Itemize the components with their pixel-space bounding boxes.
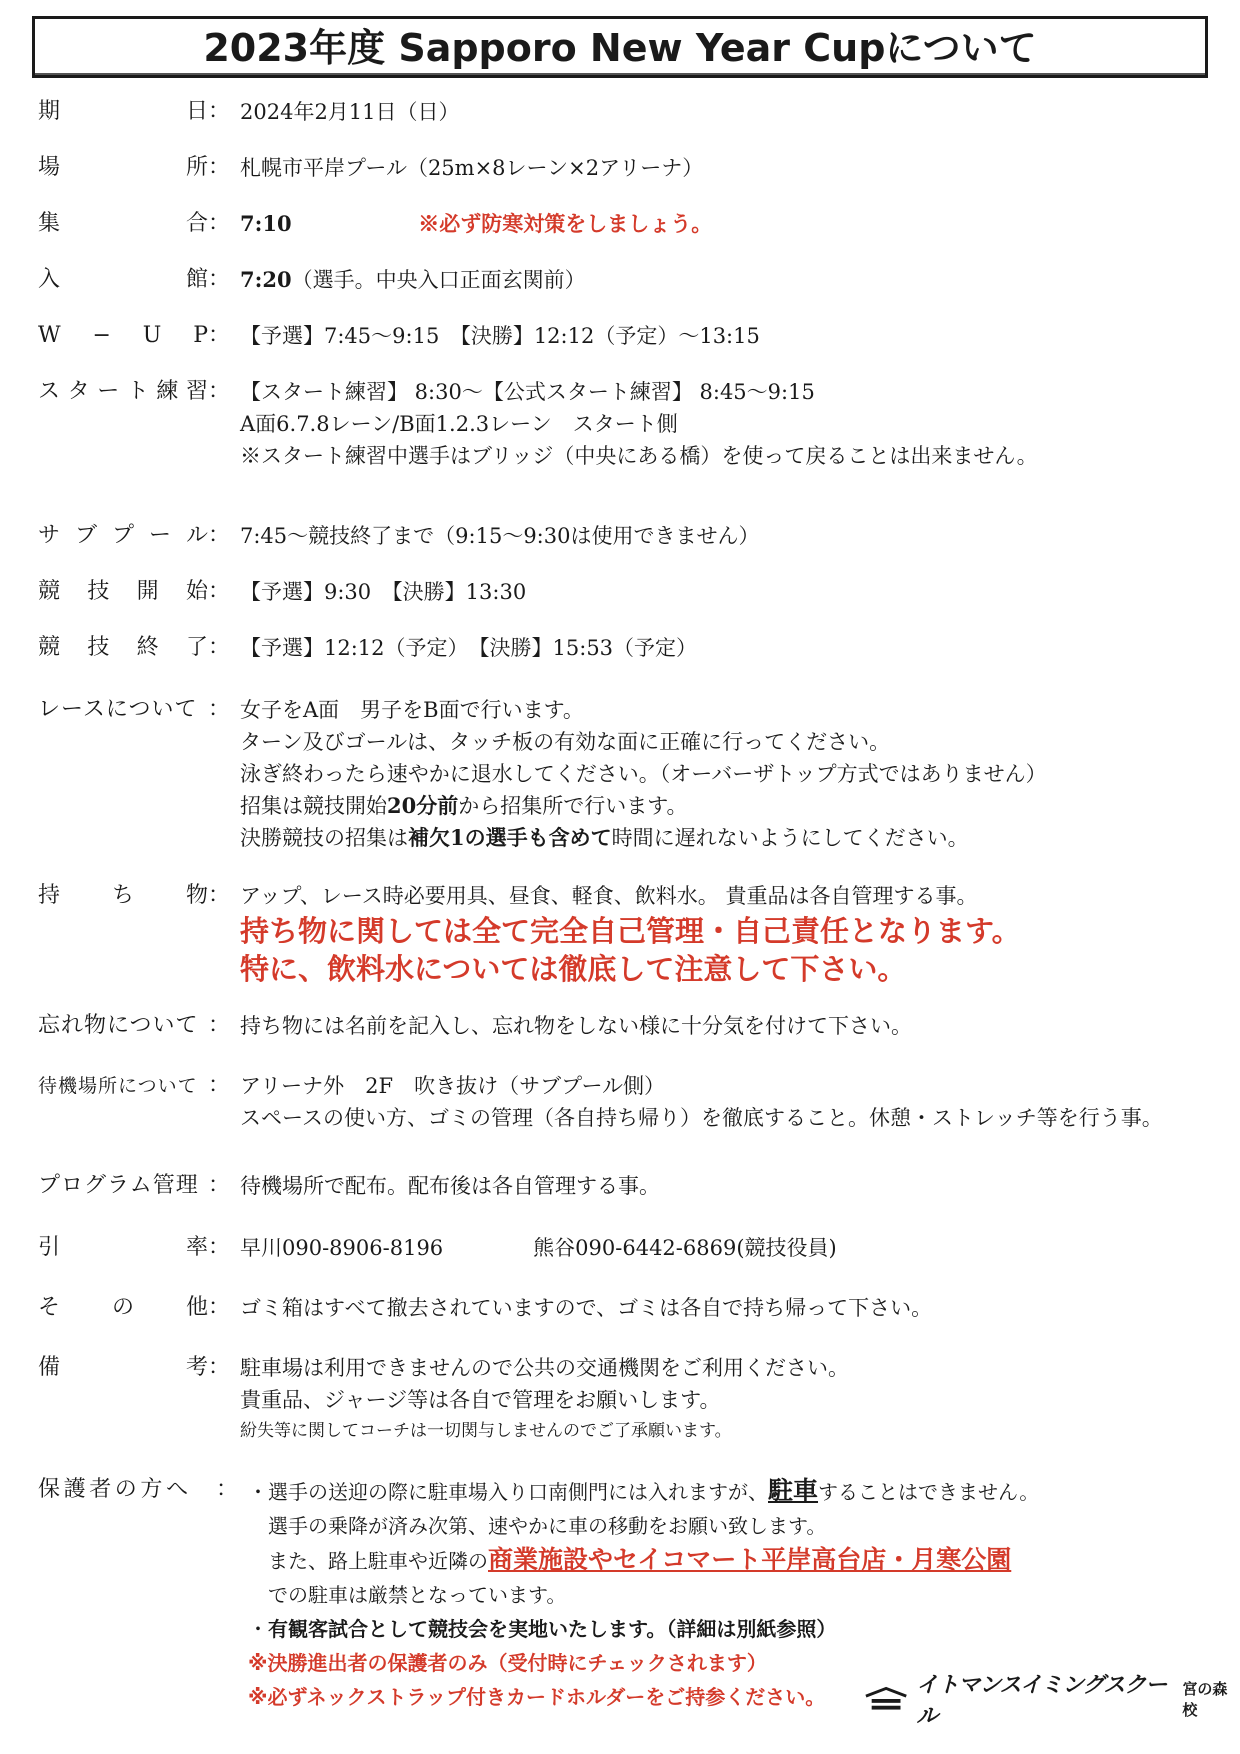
- label-race-start: 競 技 開 始: [38, 579, 208, 604]
- start-practice-lanes: A面6.7.8レーン/B面1.2.3レーン スタート側: [240, 412, 678, 436]
- label-belongings: 持 ち 物: [38, 883, 208, 908]
- label-date: 期 日: [38, 99, 208, 124]
- label-other: そ の 他: [38, 1295, 208, 1320]
- lost-items-value: 持ち物には名前を記入し、忘れ物をしない様に十分気を付けて下さい。: [240, 1014, 912, 1038]
- warmup-value: 【予選】7:45～9:15 【決勝】12:12（予定）～13:15: [240, 324, 760, 348]
- start-practice-note: ※スタート練習中選手はブリッジ（中央にある橋）を使って戻ることは出来ません。: [240, 444, 1038, 468]
- label-waiting-area: 待機場所について: [38, 1075, 198, 1097]
- label-chaperone: 引 率: [38, 1235, 208, 1260]
- label-venue: 場 所: [38, 155, 208, 180]
- label-warmup: W − U P: [38, 323, 208, 348]
- chaperone-1: 早川090-8906-8196: [240, 1236, 444, 1260]
- label-assembly: 集 合: [38, 211, 208, 236]
- other-value: ゴミ箱はすべて撤去されていますので、ゴミは各自で持ち帰って下さい。: [240, 1296, 933, 1320]
- guardians-line-5: ・有観客試合として競技会を実地いたします。（詳細は別紙参照）: [248, 1617, 837, 1641]
- belongings-warning-2: 特に、飲料水については徹底して注意して下さい。: [240, 952, 907, 986]
- label-guardians: 保 護 者 の 方 へ: [38, 1477, 188, 1502]
- label-sub-pool: サ ブ プ ー ル: [38, 523, 208, 548]
- guardians-line-2: 選手の乗降が済み次第、速やかに車の移動をお願い致します。: [268, 1514, 827, 1538]
- race-info-line-4: 招集は競技開始20分前から招集所で行います。: [240, 793, 688, 818]
- race-info-line-1: 女子をA面 男子をB面で行います。: [240, 698, 584, 722]
- belongings-list: アップ、レース時必要用具、昼食、軽食、飲料水。 貴重品は各自管理する事。: [240, 884, 978, 908]
- entry-note: （選手。中央入口正面玄関前）: [291, 268, 586, 292]
- guardians-line-1: ・選手の送迎の際に駐車場入り口南側門には入れますが、駐車することはできません。: [248, 1476, 1040, 1505]
- chaperone-2: 熊谷090-6442-6869(競技役員): [533, 1236, 837, 1260]
- venue-value: 札幌市平岸プール（25m×8レーン×2アリーナ）: [240, 156, 704, 180]
- label-race-info: レースについて: [38, 697, 198, 722]
- label-start-practice: ス タ ー ト 練 習: [38, 379, 208, 404]
- pool-logo-icon: [864, 1686, 908, 1712]
- race-info-line-3: 泳ぎ終わったら速やかに退水してください。（オーバーザトップ方式ではありません）: [240, 762, 1047, 786]
- race-info-line-5: 決勝競技の招集は補欠1の選手も含めて時間に遅れないようにしてください。: [240, 825, 969, 850]
- guardians-line-4: での駐車は厳禁となっています。: [268, 1583, 567, 1607]
- remarks-small: 紛失等に関してコーチは一切関与しませんのでご了承願います。: [240, 1421, 732, 1441]
- assembly-time: 7:10: [240, 211, 292, 236]
- label-program: プログラム管理: [38, 1173, 199, 1198]
- race-start-value: 【予選】9:30 【決勝】13:30: [240, 580, 527, 604]
- remarks-line-2: 貴重品、ジャージ等は各自で管理をお願いします。: [240, 1388, 721, 1412]
- label-remarks: 備 考: [38, 1355, 208, 1380]
- race-info-line-2: ターン及びゴールは、タッチ板の有効な面に正確に行ってください。: [240, 730, 891, 754]
- waiting-area-line-1: アリーナ外 2F 吹き抜け（サブプール側）: [240, 1074, 666, 1098]
- waiting-area-line-2: スペースの使い方、ゴミの管理（各自持ち帰り）を徹底すること。休憩・ストレッチ等を行う事。: [240, 1106, 1163, 1130]
- label-entry: 入 館: [38, 267, 208, 292]
- remarks-line-1: 駐車場は利用できませんので公共の交通機関をご利用ください。: [240, 1356, 849, 1380]
- guardians-red-1: ※決勝進出者の保護者のみ（受付時にチェックされます）: [248, 1651, 767, 1675]
- sub-pool-value: 7:45～競技終了まで（9:15～9:30は使用できません）: [240, 524, 760, 548]
- start-practice-times: 【スタート練習】 8:30～【公式スタート練習】 8:45～9:15: [240, 380, 815, 404]
- race-end-value: 【予選】12:12（予定） 【決勝】15:53（予定）: [240, 636, 698, 660]
- date-value: 2024年2月11日（日）: [240, 100, 460, 124]
- logo-sub-text: 宮の森校: [1182, 1680, 1228, 1719]
- logo-main-text: イトマンスイミングスクール: [916, 1673, 1167, 1729]
- guardians-line-3: また、路上駐車や近隣の商業施設やセイコマート平岸高台店・月寒公園: [268, 1545, 1012, 1574]
- document-title: 2023年度 Sapporo New Year Cupについて: [32, 16, 1208, 78]
- school-logo: [864, 1668, 1240, 1730]
- cold-warning: ※必ず防寒対策をしましょう。: [418, 211, 713, 236]
- belongings-warning-1: 持ち物に関しては全て完全自己管理・自己責任となります。: [240, 914, 1021, 948]
- label-race-end: 競 技 終 了: [38, 635, 208, 660]
- label-lost-items: 忘れ物について: [38, 1013, 199, 1038]
- entry-time: 7:20: [240, 267, 292, 292]
- program-value: 待機場所で配布。配布後は各自管理する事。: [240, 1174, 660, 1198]
- guardians-red-2: ※必ずネックストラップ付きカードホルダーをご持参ください。: [248, 1685, 826, 1709]
